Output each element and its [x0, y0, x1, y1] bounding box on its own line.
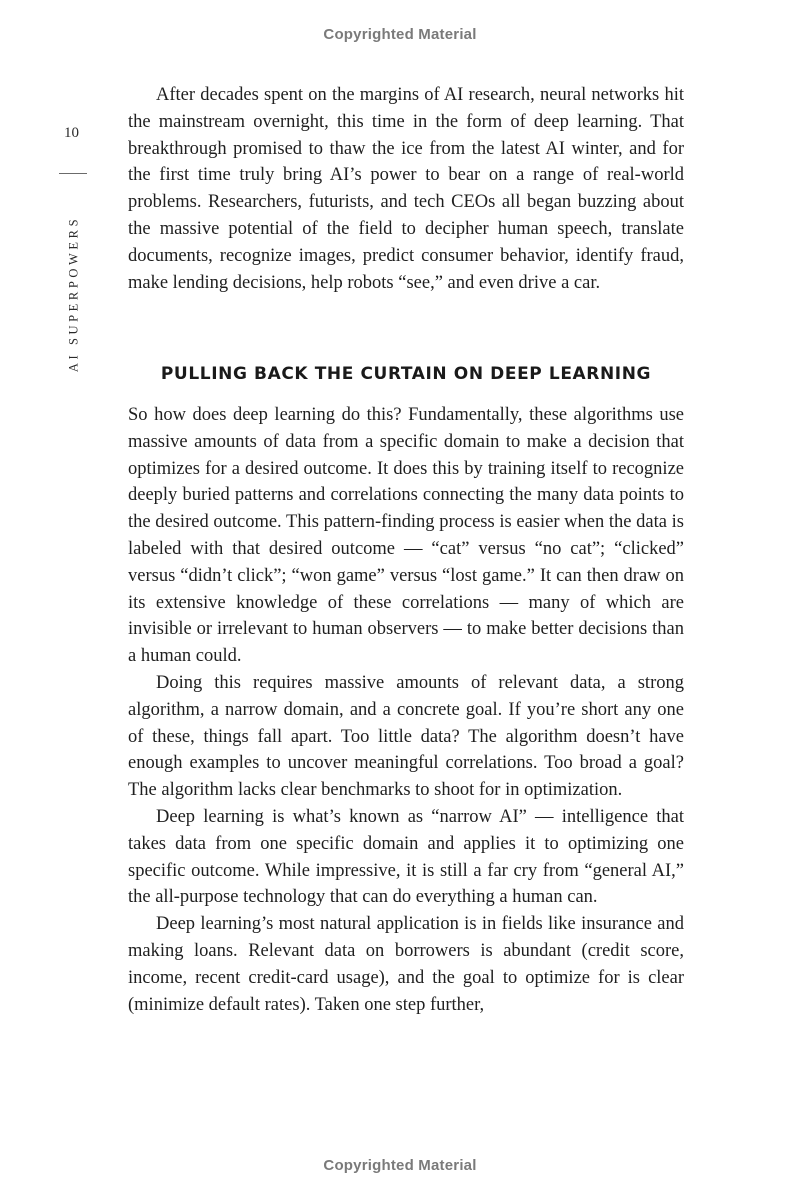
paragraph: Deep learning is what’s known as “narrow AI” — intelligence that takes data from one specific domain and applies it to optimizing one specific outcome. While impressive, it is still a far cry from “general AI,” the all-purpose technology that can do everything a human can.: [128, 806, 684, 908]
margin-divider: [59, 173, 87, 174]
page-number: 10: [64, 125, 79, 141]
paragraph: So how does deep learning do this? Fundamentally, these algorithms use massive amounts of data from a specific domain to make a decision that optimizes for a desired outcome. It does this by training itself to recognize deeply buried patterns and correlations connecting the many data points to the desired outcome. This pattern-finding process is easier when the data is labeled with that desired outcome — “cat” versus “no cat”; “clicked” versus “didn’t click”; “won game” versus “lost game.” It can then draw on its extensive knowledge of these correlations — many of which are invisible or irrelevant to human observers — to make better decisions than a human could.: [128, 405, 684, 667]
paragraph: After decades spent on the margins of AI research, neural networks hit the mainstream overnight, this time in the form of deep learning. That breakthrough promised to thaw the ice from the latest AI winter, and for the first time truly bring AI’s power to bear on a range of real-world problems. Researchers, futurists, and tech CEOs all began buzzing about the massive potential of the field to decipher human speech, translate documents, recognize images, predict consumer behavior, identify fraud, make lending decisions, help robots “see,” and even drive a car.: [128, 85, 684, 293]
paragraph: Deep learning’s most natural application is in fields like insurance and making loans. Relevant data on borrowers is abundant (credit score, income, recent credit-card usage), and the goal to optimize for is clear (minimize default rates). Taken one step further,: [128, 914, 684, 1015]
section-body: [128, 402, 684, 1018]
copyright-watermark-top: Copyrighted Material: [323, 26, 477, 43]
running-head: AI SUPERPOWERS: [66, 215, 81, 373]
opening-text: [128, 82, 684, 296]
section-heading: PULLING BACK THE CURTAIN ON DEEP LEARNING: [160, 364, 652, 384]
copyright-watermark-bottom: Copyrighted Material: [323, 1157, 477, 1174]
paragraph: Doing this requires massive amounts of relevant data, a strong algorithm, a narrow domain, and a concrete goal. If you’re short any one of these, things fall apart. Too little data? The algorithm doesn’t have enough examples to uncover meaningful correlations. Too broad a goal? The algorithm lacks clear benchmarks to shoot for in optimization.: [128, 672, 684, 801]
